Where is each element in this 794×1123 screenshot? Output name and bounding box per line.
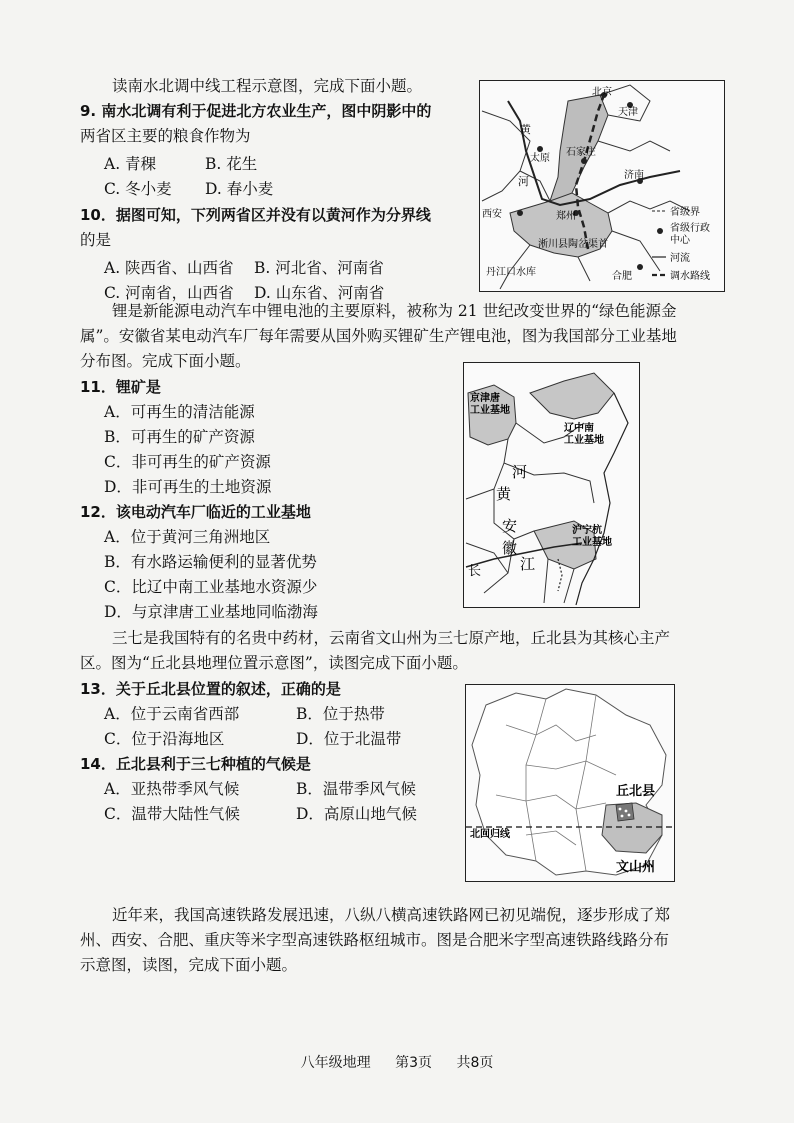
q13-option-a[interactable]: A．位于云南省西部 (104, 705, 240, 723)
map-industrial-bases (463, 362, 640, 608)
map2-label-an: 安 (502, 517, 518, 535)
q12-option-b[interactable]: B．有水路运输便利的显著优势 (104, 553, 317, 571)
q10-stem-line1: 10．据图可知，下列两省区并没有以黄河作为分界线 (80, 206, 431, 224)
map2-label-chang: 长 (468, 564, 482, 579)
q9-option-c[interactable]: C. 冬小麦 (104, 180, 172, 198)
q14-option-d[interactable]: D．高原山地气候 (296, 805, 417, 823)
map2-label-hnh-2: 工业基地 (572, 537, 612, 548)
q9-stem-line2: 两省区主要的粮食作物为 (80, 127, 251, 145)
map1-label-shijiazhuang: 石家庄 (566, 147, 596, 158)
footer-total-pages: 共8页 (456, 1055, 494, 1071)
map1-label-huang: 黄 (520, 123, 531, 136)
map2-label-he: 河 (512, 463, 528, 481)
map2-label-jjt-2: 工业基地 (470, 405, 510, 416)
footer-page-number: 第3页 (395, 1055, 432, 1071)
map-water-diversion (479, 80, 725, 292)
map1-label-beijing: 北京 (592, 87, 612, 98)
map1-label-tianjin: 天津 (618, 107, 638, 118)
intro-lithium-line2: 属”。安徽省某电动汽车厂每年需要从国外购买锂矿生产锂电池，图为我国部分工业基地 (80, 327, 677, 345)
map-qiubei-location (465, 684, 675, 882)
legend-route: 调水路线 (670, 271, 710, 282)
footer-subject: 八年级地理 (300, 1055, 371, 1071)
map3-label-tropic: 北回归线 (470, 829, 510, 840)
q12-stem: 12．该电动汽车厂临近的工业基地 (80, 503, 311, 521)
map2-label-huang: 黄 (496, 485, 512, 503)
q14-option-b[interactable]: B．温带季风气候 (296, 780, 416, 798)
q13-option-c[interactable]: C．位于沿海地区 (104, 730, 225, 748)
map2-label-lzn-2: 工业基地 (564, 435, 604, 446)
q12-option-c[interactable]: C．比辽中南工业基地水资源少 (104, 578, 318, 596)
legend-river: 河流 (670, 253, 690, 264)
q9-option-a[interactable]: A. 青稞 (104, 155, 157, 173)
intro-south-north-water: 读南水北调中线工程示意图，完成下面小题。 (112, 77, 423, 95)
q12-option-a[interactable]: A．位于黄河三角洲地区 (104, 528, 271, 546)
map1-label-xian: 西安 (482, 209, 502, 220)
map1-label-danjiangkou: 丹江口水库 (486, 267, 536, 278)
legend-capital-line1: 省级行政 (670, 223, 710, 234)
intro-sanqi-line2: 区。图为“丘北县地理位置示意图”，读图完成下面小题。 (80, 654, 468, 672)
map2-label-lzn-1: 辽中南 (564, 423, 594, 434)
q11-stem: 11．锂矿是 (80, 378, 161, 396)
map1-label-zhengzhou: 郑州 (556, 211, 576, 222)
map2-label-hui: 徽 (502, 539, 518, 557)
q11-option-b[interactable]: B．可再生的矿产资源 (104, 428, 255, 446)
map2-label-hnh-1: 沪宁杭 (572, 525, 602, 536)
map1-label-taiyuan: 太原 (530, 153, 550, 164)
q9-stem-line1: 9. 南水北调有利于促进北方农业生产，图中阴影中的 (80, 102, 432, 120)
q11-option-d[interactable]: D．非可再生的土地资源 (104, 478, 272, 496)
map3-label-wenshan: 文山州 (616, 860, 656, 875)
intro-lithium-line1: 锂是新能源电动汽车中锂电池的主要原料，被称为 21 世纪改变世界的“绿色能源金 (112, 302, 677, 320)
q10-option-b[interactable]: B. 河北省、河南省 (254, 259, 384, 277)
legend-capital-line2: 中心 (670, 235, 690, 246)
map2-label-jjt-1: 京津唐 (470, 393, 500, 404)
q9-option-b[interactable]: B. 花生 (205, 155, 258, 173)
map1-label-jinan: 济南 (624, 170, 644, 181)
q10-stem-line2: 的是 (80, 231, 112, 249)
map1-label-he: 河 (518, 175, 529, 188)
legend-province-border: 省级界 (670, 207, 700, 218)
q13-option-d[interactable]: D．位于北温带 (296, 730, 402, 748)
map1-label-hefei: 合肥 (612, 271, 632, 282)
intro-lithium-line3: 分布图。完成下面小题。 (80, 352, 251, 370)
q9-option-d[interactable]: D. 春小麦 (205, 180, 274, 198)
intro-railway-line3: 示意图，读图，完成下面小题。 (80, 956, 298, 974)
q10-option-d[interactable]: D. 山东省、河南省 (254, 284, 385, 302)
q14-option-a[interactable]: A．亚热带季风气候 (104, 780, 240, 798)
q11-option-c[interactable]: C．非可再生的矿产资源 (104, 453, 271, 471)
q11-option-a[interactable]: A．可再生的清洁能源 (104, 403, 255, 421)
intro-sanqi-line1: 三七是我国特有的名贵中药材，云南省文山州为三七原产地，丘北县为其核心主产 (112, 629, 671, 647)
map3-label-qiubei: 丘北县 (616, 784, 656, 799)
q10-option-a[interactable]: A. 陕西省、山西省 (104, 259, 234, 277)
q13-stem: 13．关于丘北县位置的叙述，正确的是 (80, 680, 341, 698)
q12-option-d[interactable]: D．与京津唐工业基地同临渤海 (104, 603, 318, 621)
intro-railway-line1: 近年来，我国高速铁路发展迅速，八纵八横高速铁路网已初见端倪，逐步形成了郑 (112, 906, 671, 924)
page-footer (0, 1052, 794, 1072)
q13-option-b[interactable]: B．位于热带 (296, 705, 385, 723)
q14-stem: 14．丘北县利于三七种植的气候是 (80, 755, 311, 773)
intro-railway-line2: 州、西安、合肥、重庆等米字型高速铁路枢纽城市。图是合肥米字型高速铁路线路分布 (80, 931, 670, 949)
q10-option-c[interactable]: C. 河南省，山西省 (104, 284, 234, 302)
map2-label-jiang: 江 (520, 555, 536, 573)
map1-label-taocha: 淅川县陶岔渠首 (538, 239, 608, 250)
q14-option-c[interactable]: C．温带大陆性气候 (104, 805, 240, 823)
